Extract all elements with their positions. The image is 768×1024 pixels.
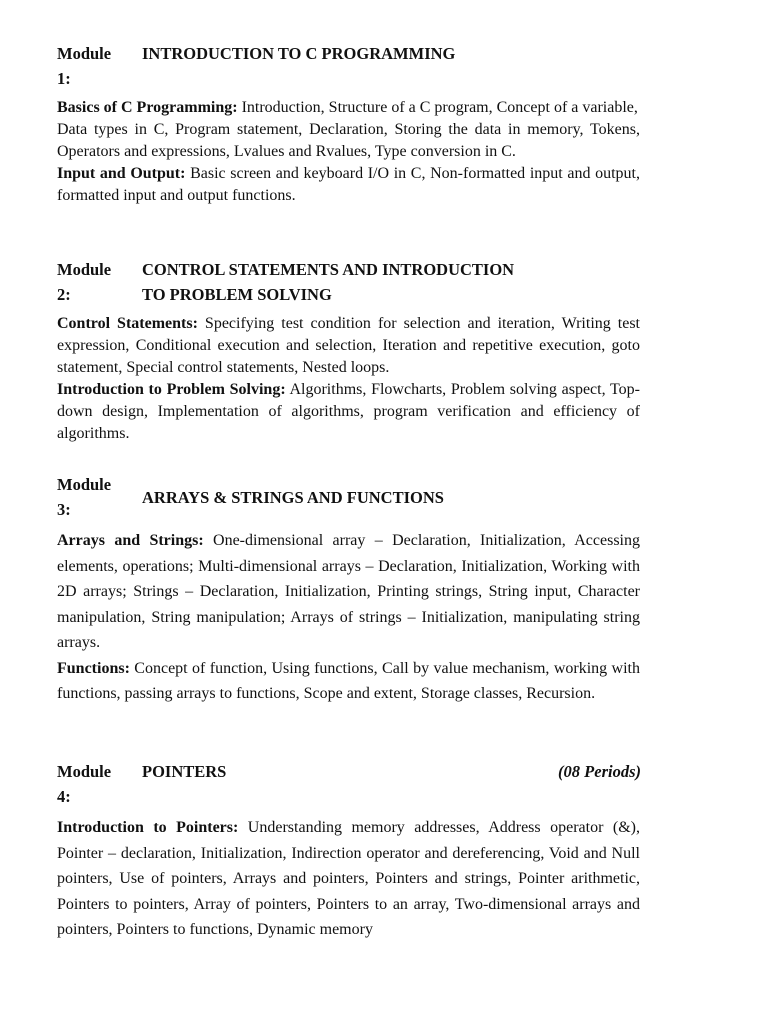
topic-text: Introduction, Structure of a C program, Concept of a variable, [237,99,638,116]
module-header [57,472,640,524]
module-label: Module 4: [57,762,112,806]
module-header [57,41,640,93]
module-periods: (08 Periods) [558,762,641,781]
topic-heading: Basics of C Programming: [57,99,238,116]
module-title [142,472,640,510]
topic-text: Understanding memory addresses, Address operator (&), Pointer – declaration, Initialization, Indirection operator and dereferencing, Void and Null pointers, Use of pointers, Arrays and pointers, Pointers and strings, Pointer arithmetic, Pointers to pointers, Array of pointers, Pointers to an array, Two-dimensional arrays and pointers, Pointers to functions, Dynamic memory [57,819,640,938]
module-3 [57,472,640,707]
module-2 [57,257,640,445]
topic-text: Algorithms, Flowcharts, Problem solving aspect, Top-down design, Implementation of algorithms, program verification and efficiency of algorithms. [57,381,640,442]
module-4 [57,759,640,943]
topic-text: One-dimensional array – Declaration, Initialization, Accessing elements, operations; Multi-dimensional arrays – Declaration, Initialization, Working with 2D arrays; Strings – Declaration, Initialization, Printing strings, String input, Character manipulation, String manipulation; Arrays of strings – Initialization, manipulating string arrays. [57,532,640,651]
topic-paragraph [57,815,640,943]
topic-paragraph [57,163,640,207]
module-title-line: POINTERS [142,762,227,781]
topic-heading: Functions: [57,659,130,677]
module-label: Module 3: [57,475,112,519]
module-title-line: ARRAYS & STRINGS AND FUNCTIONS [142,488,444,507]
topic-paragraph [57,528,640,656]
module-header [57,257,640,307]
topic-heading: Input and Output: [57,165,186,182]
module-title [142,41,640,66]
topic-text: Basic screen and keyboard I/O in C, Non-formatted input and output, formatted input and output functions. [57,165,641,204]
topic-heading: Introduction to Problem Solving: [57,381,286,398]
topic-paragraph [57,379,640,445]
topic-paragraph [57,656,640,707]
module-title-line: INTRODUCTION TO C PROGRAMMING [142,44,456,63]
topic-paragraph [57,313,640,379]
module-title [142,257,640,307]
module-1 [57,41,640,207]
module-label: Module 2: [57,260,112,304]
module-header [57,759,640,811]
topic-heading: Arrays and Strings: [57,532,204,549]
topic-text: Concept of function, Using functions, Call by value mechanism, working with functions, passing arrays to functions, Scope and extent, Storage classes, Recursion. [57,659,640,702]
topic-text: Specifying test condition for selection and iteration, Writing test expression, Conditional execution and selection, Iteration and repetitive execution, goto statement, Special control statements, Nested loops. [57,315,641,376]
module-label: Module 1: [57,44,112,88]
topic-heading: Control Statements: [57,315,198,332]
topic-text: Data types in C, Program statement, Declaration, Storing the data in memory, Tokens, Operators and expressions, Lvalues and Rvalues, Type conversion in C. [57,121,640,160]
topic-heading: Introduction to Pointers: [57,819,239,836]
module-title-line: TO PROBLEM SOLVING [142,285,332,304]
topic-paragraph [57,97,640,119]
topic-paragraph [57,119,640,163]
module-title-line: CONTROL STATEMENTS AND INTRODUCTION [142,260,515,279]
